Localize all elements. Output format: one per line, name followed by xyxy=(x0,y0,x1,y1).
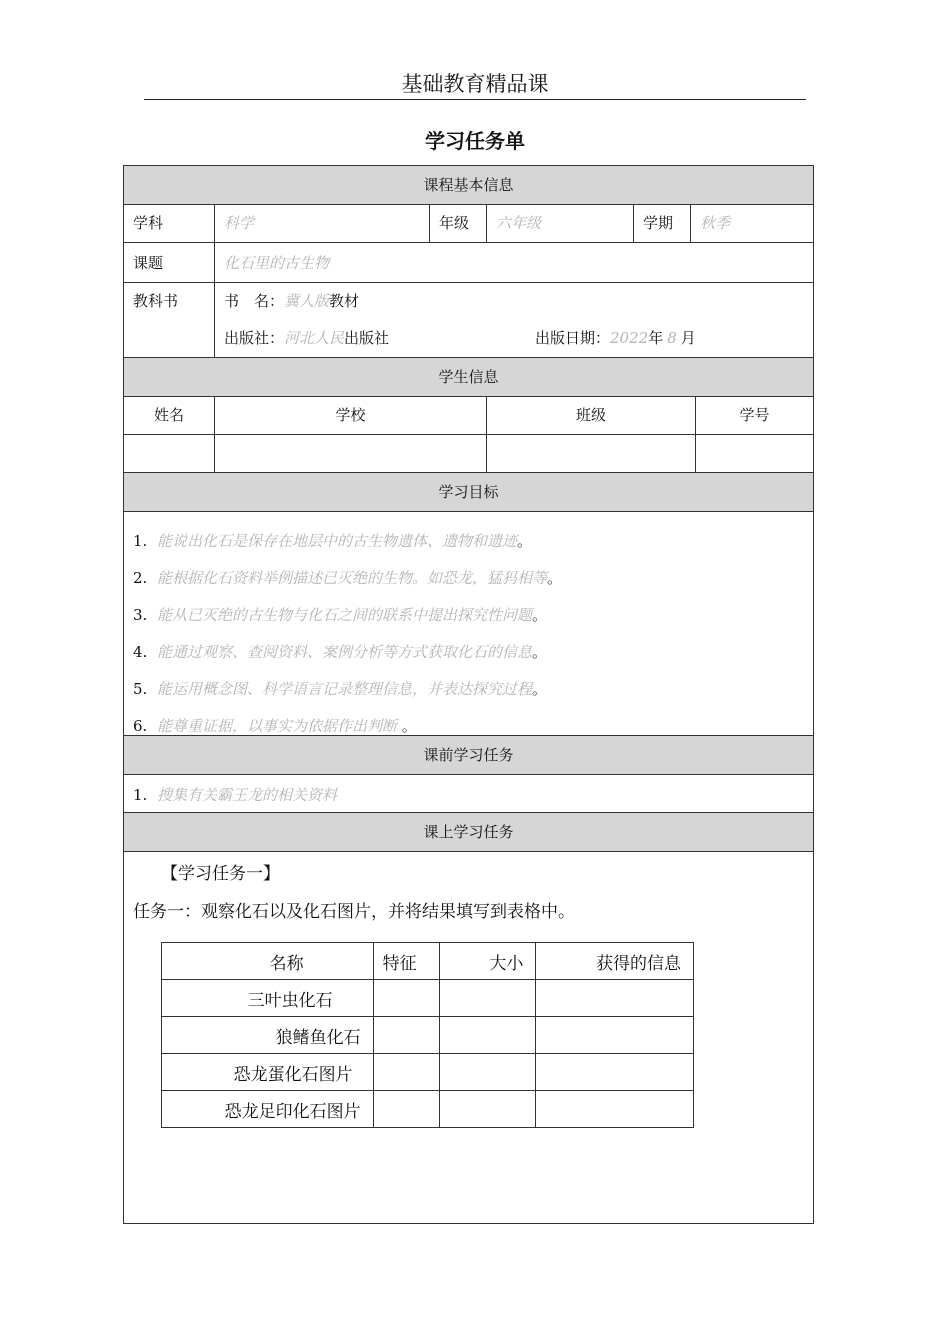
publish-month-value: 8 xyxy=(667,329,677,347)
goal-number: 6. xyxy=(133,717,148,735)
page-header xyxy=(144,68,806,100)
goal-text: 能尊重证据，以事实为依据作出判断 xyxy=(157,717,398,735)
goal-text: 能运用概念图、科学语言记录整理信息，并表达探究过程 xyxy=(157,680,533,698)
topic-row xyxy=(124,243,813,283)
size-cell[interactable] xyxy=(439,980,536,1017)
publisher-value: 河北人民 xyxy=(284,329,345,347)
pre-class-number: 1. xyxy=(133,786,148,804)
table-row xyxy=(162,980,694,1017)
student-class-header: 班级 xyxy=(486,397,695,434)
col-size-header: 大小 xyxy=(439,943,536,980)
publish-date-line xyxy=(535,320,696,357)
student-class-field[interactable] xyxy=(486,435,695,472)
feature-cell[interactable] xyxy=(373,1054,439,1091)
header-title: 基础教育精品课 xyxy=(401,72,549,96)
textbook-label: 教科书 xyxy=(133,292,179,310)
publish-date-label: 出版日期： xyxy=(535,329,611,347)
goal-text: 能从已灭绝的古生物与化石之间的联系中提出探究性问题 xyxy=(157,606,533,624)
size-cell[interactable] xyxy=(439,1017,536,1054)
course-info-header xyxy=(124,166,813,205)
fossil-name: 恐龙足印化石图片 xyxy=(162,1091,374,1128)
student-name-field[interactable] xyxy=(124,435,214,472)
student-info-inputs xyxy=(124,435,813,473)
book-name-label: 书 名： xyxy=(224,292,285,310)
student-id-field[interactable] xyxy=(695,435,813,472)
term-value: 秋季 xyxy=(690,205,813,242)
goal-end: 。 xyxy=(547,569,563,587)
goal-number: 2. xyxy=(133,569,148,587)
goal-item xyxy=(133,678,547,699)
goal-number: 3. xyxy=(133,606,148,624)
student-info-columns xyxy=(124,397,813,435)
textbook-row xyxy=(124,283,813,358)
student-info-title: 学生信息 xyxy=(438,368,499,386)
student-info-header xyxy=(124,358,813,397)
col-info-header: 获得的信息 xyxy=(536,943,694,980)
fossil-name: 狼鳍鱼化石 xyxy=(162,1017,374,1054)
goal-text: 能根据化石资料举例描述已灭绝的生物。如恐龙，猛犸相等 xyxy=(157,569,548,587)
task-sheet-table xyxy=(123,165,814,1224)
book-name-value: 冀人版 xyxy=(284,292,330,310)
student-school-header: 学校 xyxy=(214,397,486,434)
pre-class-list xyxy=(124,775,813,813)
in-class-header xyxy=(124,813,813,852)
publisher-line xyxy=(224,320,389,357)
publisher-suffix: 出版社 xyxy=(344,329,390,347)
subject-row xyxy=(124,205,813,243)
grade-value: 六年级 xyxy=(486,205,633,242)
publish-year-value: 2022 xyxy=(610,329,649,347)
goal-end: 。 xyxy=(532,606,548,624)
in-class-title: 课上学习任务 xyxy=(423,823,514,841)
col-feature-header: 特征 xyxy=(373,943,439,980)
observation-table-header xyxy=(162,943,694,980)
student-id-header: 学号 xyxy=(695,397,813,434)
goal-number: 1. xyxy=(133,532,148,550)
observation-table xyxy=(161,942,694,1128)
goal-number: 4. xyxy=(133,643,148,661)
goal-item xyxy=(133,530,532,551)
size-cell[interactable] xyxy=(439,1054,536,1091)
info-cell[interactable] xyxy=(536,980,694,1017)
subject-label: 学科 xyxy=(133,214,164,232)
info-cell[interactable] xyxy=(536,1091,694,1128)
book-name-suffix: 教材 xyxy=(329,292,360,310)
subject-value: 科学 xyxy=(214,205,429,242)
publish-month-unit: 月 xyxy=(680,329,696,347)
goal-item xyxy=(133,641,547,662)
info-cell[interactable] xyxy=(536,1054,694,1091)
student-school-field[interactable] xyxy=(214,435,486,472)
goal-text: 能通过观察、查阅资料、案例分析等方式获取化石的信息 xyxy=(157,643,533,661)
task-instruction: 任务一：观察化石以及化石图片，并将结果填写到表格中。 xyxy=(133,902,575,922)
book-name-line xyxy=(224,283,359,320)
textbook-details xyxy=(214,283,813,357)
goals-title: 学习目标 xyxy=(438,483,499,501)
goal-end: 。 xyxy=(517,532,533,550)
grade-label: 年级 xyxy=(429,205,486,242)
feature-cell[interactable] xyxy=(373,1017,439,1054)
pre-class-title: 课前学习任务 xyxy=(423,746,514,764)
goal-end: 。 xyxy=(532,643,548,661)
size-cell[interactable] xyxy=(439,1091,536,1128)
goal-item xyxy=(133,604,547,625)
table-row xyxy=(162,1091,694,1128)
publish-year-unit: 年 xyxy=(648,329,664,347)
pre-class-header xyxy=(124,736,813,775)
goal-end: 。 xyxy=(397,717,417,735)
goal-item xyxy=(133,715,417,736)
feature-cell[interactable] xyxy=(373,980,439,1017)
table-row xyxy=(162,1017,694,1054)
goals-list xyxy=(124,512,813,736)
in-class-body xyxy=(124,852,813,1223)
publisher-label: 出版社： xyxy=(224,329,285,347)
info-cell[interactable] xyxy=(536,1017,694,1054)
goal-item xyxy=(133,567,562,588)
term-label: 学期 xyxy=(633,205,690,242)
fossil-name: 恐龙蛋化石图片 xyxy=(162,1054,374,1091)
task-heading: 【学习任务一】 xyxy=(161,864,280,884)
goals-header xyxy=(124,473,813,512)
goal-number: 5. xyxy=(133,680,148,698)
goal-end: 。 xyxy=(532,680,548,698)
goal-text: 能说出化石是保存在地层中的古生物遗体、遗物和遗迹 xyxy=(157,532,518,550)
student-name-header: 姓名 xyxy=(153,406,184,424)
topic-value: 化石里的古生物 xyxy=(214,243,813,282)
topic-label: 课题 xyxy=(133,254,164,272)
table-row xyxy=(162,1054,694,1091)
feature-cell[interactable] xyxy=(373,1091,439,1128)
col-name-header: 名称 xyxy=(162,943,374,980)
pre-class-item xyxy=(133,784,337,805)
document-title: 学习任务单 xyxy=(425,129,525,153)
course-info-title: 课程基本信息 xyxy=(423,176,514,194)
fossil-name: 三叶虫化石 xyxy=(162,980,374,1017)
pre-class-text: 搜集有关霸王龙的相关资料 xyxy=(157,786,338,804)
